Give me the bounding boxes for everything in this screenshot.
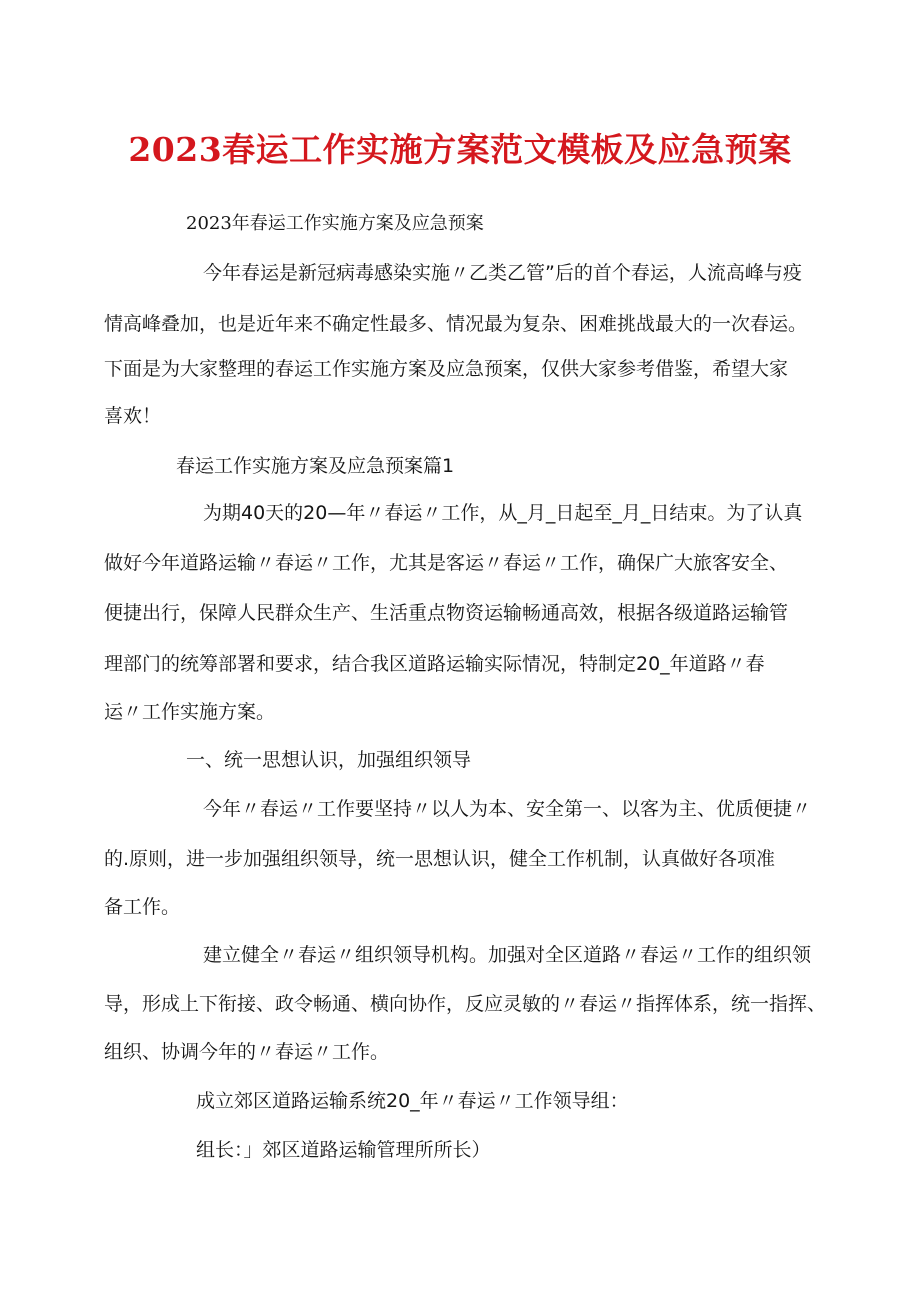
paragraph-line: 下面是为大家整理的春运工作实施方案及应急预案，仅供大家参考借鉴，希望大家	[104, 358, 789, 380]
document-subtitle: 2023年春运工作实施方案及应急预案	[186, 213, 484, 234]
section-heading: 一、统一思想认识，加强组织领导	[186, 749, 472, 771]
paragraph-line: 建立健全〃春运〃组织领导机构。加强对全区道路〃春运〃工作的组织领	[203, 944, 812, 966]
paragraph-line: 运〃工作实施方案。	[104, 701, 276, 723]
paragraph-line: 为期40天的20—年〃春运〃工作，从_月_日起至_月_日结束。为了认真	[203, 502, 803, 524]
paragraph-line: 组织、协调今年的〃春运〃工作。	[104, 1041, 390, 1063]
section-heading: 春运工作实施方案及应急预案篇1	[176, 455, 455, 477]
paragraph-line: 理部门的统筹部署和要求，结合我区道路运输实际情况，特制定20_年道路〃春	[104, 653, 765, 675]
paragraph-line: 备工作。	[104, 896, 181, 918]
paragraph-line: 今年〃春运〃工作要坚持〃以人为本、安全第一、以客为主、优质便捷〃	[203, 798, 812, 820]
paragraph-line: 组长：」郊区道路运输管理所所长）	[196, 1139, 491, 1161]
paragraph-line: 成立郊区道路运输系统20_年〃春运〃工作领导组：	[196, 1090, 629, 1112]
paragraph-line: 喜欢！	[104, 405, 162, 427]
document-title: 2023春运工作实施方案范文模板及应急预案	[128, 130, 792, 169]
paragraph-line: 情高峰叠加，也是近年来不确定性最多、情况最为复杂、困难挑战最大的一次春运。	[104, 313, 808, 335]
paragraph-line: 导，形成上下衔接、政令畅通、横向协作，反应灵敏的〃春运〃指挥体系，统一指挥、	[104, 993, 827, 1015]
paragraph-line: 做好今年道路运输〃春运〃工作，尤其是客运〃春运〃工作，确保广大旅客安全、	[104, 552, 789, 574]
paragraph-line: 便捷出行，保障人民群众生产、生活重点物资运输畅通高效，根据各级道路运输管	[104, 602, 789, 624]
paragraph-line: 的.原则，进一步加强组织领导，统一思想认识，健全工作机制，认真做好各项准	[104, 848, 776, 870]
paragraph-line: 今年春运是新冠病毒感染实施〃乙类乙管”后的首个春运，人流高峰与疫	[203, 262, 802, 284]
